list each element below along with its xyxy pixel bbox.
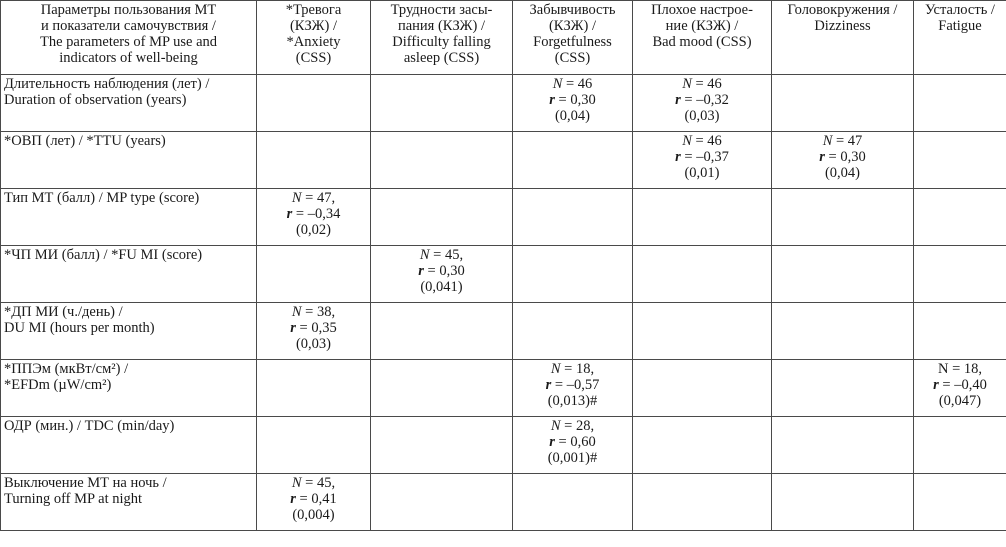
r-symbol: r <box>819 149 825 165</box>
row-label-line: ОДР (мин.) / TDC (min/day) <box>4 418 175 434</box>
correlation <box>260 206 367 222</box>
row-label <box>1 417 257 474</box>
table-cell <box>633 246 772 303</box>
n-symbol: N <box>822 133 833 149</box>
r-value: = 0,41 <box>295 491 337 507</box>
r-symbol: r <box>545 377 552 393</box>
header-line: *Тревога <box>285 2 342 18</box>
table-cell <box>772 75 914 132</box>
table-body <box>1 75 1006 531</box>
table-cell <box>371 417 513 474</box>
p-value: (0,047) <box>938 393 982 409</box>
table-cell <box>257 246 371 303</box>
row-label <box>1 303 257 360</box>
table-cell <box>371 474 513 531</box>
table-cell <box>633 417 772 474</box>
r-symbol: r <box>933 377 939 393</box>
table-cell <box>914 75 1006 132</box>
n-value: = 18, <box>948 361 983 377</box>
header-fatigue <box>914 1 1006 75</box>
table-row <box>1 360 1006 417</box>
p-value: (0,02) <box>295 222 332 238</box>
sample-size <box>374 247 509 263</box>
table-cell <box>257 132 371 189</box>
table-cell <box>513 303 633 360</box>
header-difficulty-falling-asleep <box>371 1 513 75</box>
n-value: = 18, <box>560 361 595 377</box>
correlation <box>516 92 629 108</box>
header-parameters <box>1 1 257 75</box>
p-value: (0,03) <box>295 336 332 352</box>
table-cell <box>772 189 914 246</box>
r-symbol: r <box>549 434 555 450</box>
table-cell <box>633 75 772 132</box>
header-dizziness <box>772 1 914 75</box>
table-cell <box>257 474 371 531</box>
correlation <box>516 377 629 393</box>
table-cell <box>914 246 1006 303</box>
r-value: = –0,40 <box>938 377 987 393</box>
table-cell <box>633 360 772 417</box>
table-cell <box>371 246 513 303</box>
sample-size <box>775 133 910 149</box>
row-label <box>1 75 257 132</box>
n-value: = 38, <box>301 304 336 320</box>
table-cell <box>513 360 633 417</box>
header-line: Параметры пользования МТ <box>40 2 217 18</box>
p-value: (0,04) <box>554 108 591 124</box>
table-cell <box>772 417 914 474</box>
table-cell <box>513 132 633 189</box>
r-value: = 0,30 <box>423 263 465 279</box>
n-symbol: N <box>291 304 302 320</box>
sample-size <box>260 190 367 206</box>
header-line: asleep (CSS) <box>403 50 480 66</box>
table-cell <box>914 132 1006 189</box>
header-line: *Anxiety <box>286 34 341 50</box>
n-value: = 46 <box>691 76 722 92</box>
table-row <box>1 75 1006 132</box>
r-value: = 0,30 <box>824 149 866 165</box>
n-symbol: N <box>291 475 302 491</box>
n-symbol: N <box>550 361 561 377</box>
row-label-line: *ППЭм (мкВт/см²) / <box>4 361 129 377</box>
p-value: (0,001)# <box>547 450 598 466</box>
sample-size <box>260 475 367 491</box>
header-line: Плохое настрое- <box>651 2 753 18</box>
table-cell <box>772 132 914 189</box>
header-line: Fatigue <box>938 18 982 34</box>
p-value: (0,04) <box>824 165 861 181</box>
table-cell <box>371 303 513 360</box>
r-symbol: r <box>549 92 555 108</box>
header-line: Dizziness <box>814 18 871 34</box>
row-label-line: *ОВП (лет) / *TTU (years) <box>4 133 166 149</box>
table-cell <box>914 360 1006 417</box>
header-line: (CSS) <box>554 50 591 66</box>
sample-size <box>917 361 1003 377</box>
row-label-line: Duration of observation (years) <box>4 92 187 108</box>
table-row <box>1 189 1006 246</box>
p-value: (0,03) <box>684 108 720 124</box>
table-cell <box>914 189 1006 246</box>
table-cell <box>513 246 633 303</box>
table-cell <box>371 75 513 132</box>
sample-size <box>260 304 367 320</box>
row-label <box>1 132 257 189</box>
table-cell <box>914 474 1006 531</box>
header-line: Forgetfulness <box>533 34 612 50</box>
row-label <box>1 474 257 531</box>
table-row <box>1 417 1006 474</box>
sample-size <box>516 361 629 377</box>
r-symbol: r <box>290 320 296 336</box>
correlation <box>636 92 768 108</box>
correlation <box>775 149 910 165</box>
r-symbol: r <box>675 92 681 108</box>
header-line: и показатели самочувствия / <box>41 18 216 34</box>
header-forgetfulness <box>513 1 633 75</box>
table-row <box>1 303 1006 360</box>
header-row <box>1 1 1006 75</box>
header-line: Головокружения / <box>787 2 898 18</box>
sample-size <box>636 133 768 149</box>
n-symbol: N <box>550 418 561 434</box>
header-bad-mood <box>633 1 772 75</box>
row-label <box>1 246 257 303</box>
header-line: Усталость / <box>925 2 995 18</box>
r-value: = –0,57 <box>551 377 600 393</box>
r-value: = –0,37 <box>680 149 729 165</box>
r-value: = 0,30 <box>554 92 596 108</box>
table-row <box>1 132 1006 189</box>
table-cell <box>914 417 1006 474</box>
table-cell <box>513 474 633 531</box>
header-line: (КЗЖ) / <box>548 18 597 34</box>
header-line: Bad mood (CSS) <box>652 34 752 50</box>
row-label-line: Выключение МТ на ночь / <box>4 475 167 491</box>
table-cell <box>633 474 772 531</box>
r-symbol: r <box>286 206 293 222</box>
sample-size <box>516 76 629 92</box>
sample-size <box>636 76 768 92</box>
r-value: = 0,60 <box>554 434 596 450</box>
header-line: The parameters of MP use and <box>39 34 218 50</box>
n-symbol: N <box>682 76 692 92</box>
p-value: (0,013)# <box>547 393 598 409</box>
n-symbol: N <box>291 190 302 206</box>
p-value: (0,041) <box>420 279 463 295</box>
header-line: пания (КЗЖ) / <box>397 18 486 34</box>
n-value: = 46 <box>691 133 722 149</box>
n-value: = 45, <box>301 475 336 491</box>
row-label-line: *ДП МИ (ч./день) / <box>4 304 123 320</box>
r-symbol: r <box>290 491 296 507</box>
correlation <box>636 149 768 165</box>
n-symbol: N <box>419 247 430 263</box>
correlation <box>917 377 1003 393</box>
n-symbol: N <box>682 133 692 149</box>
n-value: = 46 <box>562 76 593 92</box>
correlation <box>260 320 367 336</box>
header-anxiety <box>257 1 371 75</box>
table-cell <box>772 474 914 531</box>
table-cell <box>513 189 633 246</box>
n-symbol: N <box>552 76 563 92</box>
header-line: (КЗЖ) / <box>289 18 338 34</box>
r-symbol: r <box>675 149 681 165</box>
n-value: = 45, <box>429 247 464 263</box>
n-value: = 47, <box>301 190 336 206</box>
table-cell <box>633 132 772 189</box>
row-label-line: *ЧП МИ (балл) / *FU MI (score) <box>4 247 203 263</box>
row-label-line: DU MI (hours per month) <box>4 320 155 336</box>
sample-size <box>516 418 629 434</box>
table-cell <box>513 417 633 474</box>
table-cell <box>772 303 914 360</box>
n-value: = 28, <box>560 418 595 434</box>
header-line: Забывчивость <box>529 2 616 18</box>
table-cell <box>371 132 513 189</box>
table-cell <box>513 75 633 132</box>
p-value: (0,004) <box>292 507 335 523</box>
correlation <box>516 434 629 450</box>
header-line: indicators of well-being <box>59 50 198 66</box>
correlation <box>374 263 509 279</box>
header-line: Трудности засы- <box>390 2 493 18</box>
table-cell <box>257 189 371 246</box>
n-value: = 47 <box>832 133 863 149</box>
header-line: Difficulty falling <box>392 34 491 50</box>
r-value: = 0,35 <box>295 320 337 336</box>
header-line: ние (КЗЖ) / <box>665 18 739 34</box>
table-row <box>1 246 1006 303</box>
r-value: = –0,32 <box>680 92 729 108</box>
table-cell <box>914 303 1006 360</box>
correlation <box>260 491 367 507</box>
row-label-line: Тип МТ (балл) / MP type (score) <box>4 190 200 206</box>
row-label-line: Длительность наблюдения (лет) / <box>4 76 210 92</box>
table-cell <box>371 360 513 417</box>
table-cell <box>257 303 371 360</box>
table-cell <box>772 246 914 303</box>
table-cell <box>371 189 513 246</box>
table-cell <box>633 189 772 246</box>
table-cell <box>257 417 371 474</box>
table-row <box>1 474 1006 531</box>
header-line: (CSS) <box>295 50 332 66</box>
table-cell <box>772 360 914 417</box>
n-symbol: N <box>937 361 949 377</box>
r-value: = –0,34 <box>292 206 341 222</box>
table-cell <box>257 75 371 132</box>
r-symbol: r <box>418 263 424 279</box>
p-value: (0,01) <box>684 165 720 181</box>
row-label-line: *EFDm (µW/cm²) <box>4 377 112 393</box>
row-label-line: Turning off MP at night <box>4 491 143 507</box>
row-label <box>1 360 257 417</box>
table-cell <box>633 303 772 360</box>
table-cell <box>257 360 371 417</box>
row-label <box>1 189 257 246</box>
